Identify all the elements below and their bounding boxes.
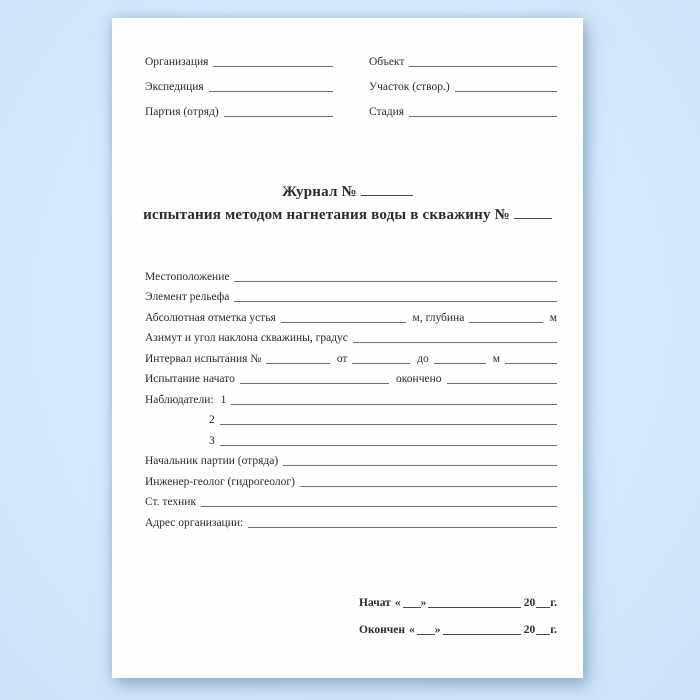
started-label: Начат xyxy=(359,597,391,609)
title-journal-number-label: Журнал № xyxy=(282,184,357,200)
form-row-observer-2 xyxy=(145,407,557,428)
finished-year-suffix: г. xyxy=(550,624,557,636)
stage-blank-line xyxy=(409,113,557,117)
form-row-relief xyxy=(145,284,557,305)
form-row-site xyxy=(369,69,557,94)
form-row-observer-1 xyxy=(145,386,557,407)
depth-blank-line xyxy=(469,319,542,323)
started-quote-open: « xyxy=(394,597,401,609)
observer-1-number: 1 xyxy=(220,393,227,406)
form-row-stage xyxy=(369,94,557,119)
observer-3-number: 3 xyxy=(209,434,215,447)
form-row-senior-tech xyxy=(145,489,557,510)
interval-from-label: от xyxy=(336,352,348,365)
form-row-party-chief xyxy=(145,448,557,469)
footer-dates-block xyxy=(359,583,557,637)
finished-month-blank-line xyxy=(443,631,521,635)
senior-tech-blank-line xyxy=(201,503,557,507)
organization-blank-line xyxy=(213,63,333,67)
location-blank-line xyxy=(234,278,557,282)
party-blank-line xyxy=(224,113,333,117)
form-row-engineer xyxy=(145,468,557,489)
journal-number-blank-line xyxy=(361,182,413,197)
form-row-location xyxy=(145,263,557,284)
form-row-org-address xyxy=(145,509,557,530)
observer-3-blank-line xyxy=(220,442,557,446)
finished-label: Окончен xyxy=(359,624,406,636)
absolute-mark-label: Абсолютная отметка устья xyxy=(145,311,276,324)
expedition-label: Экспедиция xyxy=(145,81,204,93)
relief-label: Элемент рельефа xyxy=(145,291,230,303)
site-label: Участок (створ.) xyxy=(369,81,450,93)
test-finished-label: окончено xyxy=(396,373,442,385)
form-row-azimuth xyxy=(145,325,557,346)
form-row-expedition xyxy=(145,69,333,94)
form-row-party xyxy=(145,94,333,119)
form-row-observer-3 xyxy=(145,427,557,448)
azimuth-label: Азимут и угол наклона скважины, градус xyxy=(145,332,348,344)
header-right-column xyxy=(369,44,557,119)
finished-day-blank-line xyxy=(417,631,435,635)
expedition-blank-line xyxy=(209,88,333,92)
form-row-started-date xyxy=(359,583,557,610)
started-quote-close: » xyxy=(420,597,427,609)
interval-to-blank-line xyxy=(434,360,486,364)
party-label: Партия (отряд) xyxy=(145,106,219,118)
organization-label: Организация xyxy=(145,56,209,68)
started-year-suffix: г. xyxy=(550,597,557,609)
engineer-label: Инженер-геолог (гидрогеолог) xyxy=(145,475,295,488)
relief-blank-line xyxy=(234,298,557,302)
header-left-column xyxy=(145,44,333,119)
interval-to-label: до xyxy=(417,352,429,365)
absolute-mark-blank-line xyxy=(281,319,406,323)
title-subtitle-label: испытания методом нагнетания воды в скважину № xyxy=(143,207,510,223)
form-row-test-dates xyxy=(145,366,557,387)
engineer-blank-line xyxy=(300,483,557,487)
test-started-label: Испытание начато xyxy=(145,373,235,385)
fields-block xyxy=(145,263,557,530)
observer-2-number: 2 xyxy=(209,414,215,426)
party-chief-label: Начальник партии (отряда) xyxy=(145,455,279,467)
document-title xyxy=(112,181,583,227)
senior-tech-label: Ст. техник xyxy=(145,496,197,508)
depth-label: м, глубина xyxy=(412,311,465,324)
borehole-number-blank-line xyxy=(514,205,552,220)
started-month-blank-line xyxy=(428,604,520,608)
started-year-prefix: 20 xyxy=(523,597,536,609)
interval-meters-label: м xyxy=(492,352,501,365)
form-row-organization xyxy=(145,44,333,69)
title-line-2 xyxy=(112,204,583,227)
object-label: Объект xyxy=(369,56,405,68)
object-blank-line xyxy=(409,63,557,67)
title-line-1 xyxy=(112,181,583,204)
interval-extra-blank-line xyxy=(505,360,557,364)
org-address-label: Адрес организации: xyxy=(145,516,244,529)
interval-number-blank-line xyxy=(266,360,330,364)
org-address-blank-line xyxy=(248,524,557,528)
finished-quote-close: » xyxy=(434,624,441,636)
test-finished-blank-line xyxy=(447,380,558,384)
paper-sheet xyxy=(112,18,583,678)
azimuth-blank-line xyxy=(353,339,557,343)
observer-2-blank-line xyxy=(220,421,557,425)
stage-label: Стадия xyxy=(369,106,405,118)
interval-from-blank-line xyxy=(352,360,410,364)
site-blank-line xyxy=(455,88,557,92)
finished-year-blank-line xyxy=(536,631,550,635)
observer-1-blank-line xyxy=(231,401,557,405)
form-row-finished-date xyxy=(359,610,557,637)
started-day-blank-line xyxy=(403,604,421,608)
form-row-object xyxy=(369,44,557,69)
finished-year-prefix: 20 xyxy=(523,624,536,636)
header-block xyxy=(145,44,557,119)
form-row-interval xyxy=(145,345,557,366)
party-chief-blank-line xyxy=(283,462,557,466)
observers-label: Наблюдатели: xyxy=(145,393,214,406)
location-label: Местоположение xyxy=(145,270,230,283)
interval-label: Интервал испытания № xyxy=(145,352,262,365)
meters-unit-label: м xyxy=(549,311,557,324)
test-started-blank-line xyxy=(240,380,389,384)
finished-quote-open: « xyxy=(409,624,415,636)
form-row-absolute-mark xyxy=(145,304,557,325)
started-year-blank-line xyxy=(536,604,550,608)
